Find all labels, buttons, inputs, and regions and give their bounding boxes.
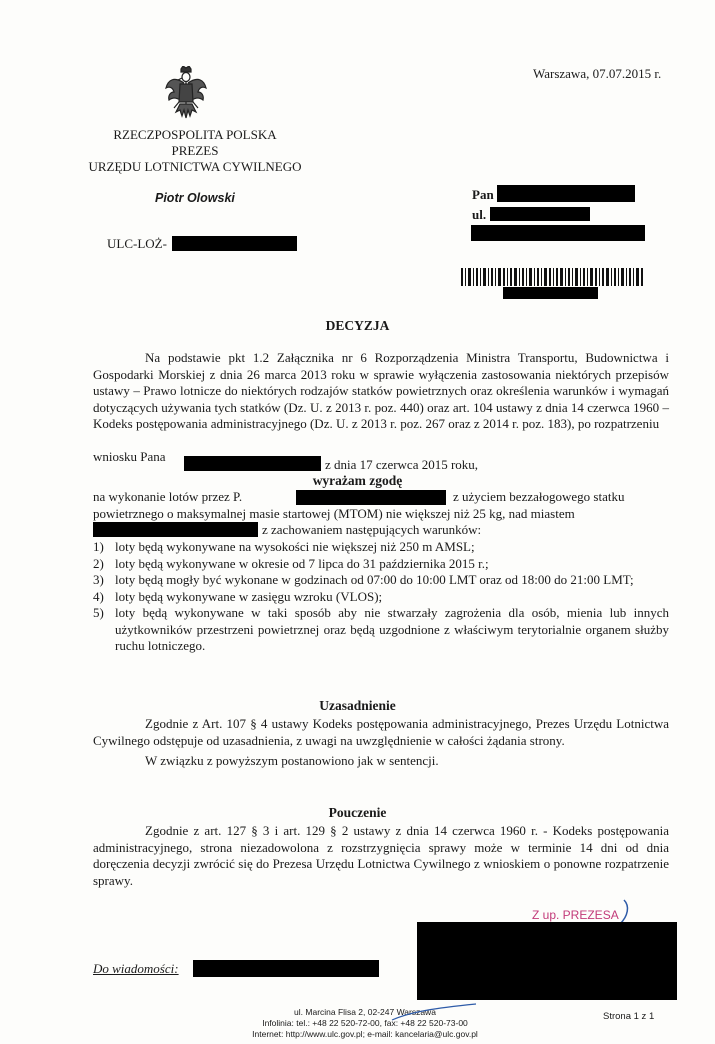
issuer-block [70, 127, 320, 175]
instruction-body [93, 823, 669, 889]
redacted-applicant-name [184, 456, 321, 471]
signer-name: Piotr Olowski [155, 191, 235, 205]
decision-title: DECYZJA [325, 318, 390, 333]
case-reference-prefix: ULC-LOŻ- [107, 236, 167, 251]
condition-text: loty będą wykonywane na wysokości nie większej niż 250 m AMSL; [115, 539, 475, 554]
condition-text: loty będą mogły być wykonane w godzinach od 07:00 do 10:00 LMT oraz od 18:00 do 21:00 LMT; [115, 572, 634, 587]
instruction-title: Pouczenie [328, 805, 387, 820]
condition-item [93, 589, 669, 606]
condition-item [93, 605, 669, 655]
issuer-line-title: PREZES [171, 143, 219, 158]
page-number: Strona 1 z 1 [603, 1011, 655, 1022]
flight-line-2: powietrznego o maksymalnej masie startowej (MTOM) nie większej niż 25 kg, nad miastem [93, 506, 575, 521]
justification-title: Uzasadnienie [319, 698, 396, 713]
flight-line-3: z zachowaniem następujących warunków: [262, 522, 482, 537]
redacted-operator-name [296, 490, 446, 505]
flight-line-prefix: na wykonanie lotów przez P. [93, 489, 243, 504]
issuer-line-country: RZECZPOSPOLITA POLSKA [113, 127, 277, 142]
footer-contact [180, 1007, 550, 1040]
decision-intro-text: Na podstawie pkt 1.2 Załącznika nr 6 Rozporządzenia Ministra Transportu, Budownictwa i Gospodarki Morskiej z dnia 26 marca 2013 roku w sprawie wyłączenia zastosowania niektórych przepisów ustawy – Prawo lotnicze do niektórych rodzajów statków powietrznych oraz określenia warunków i wymagań dotyczących używania tych statków (Dz. U. z 2013 r. poz. 440) oraz art. 104 ustawy z dnia 14 czerwca 1960 – Kodeks postępowania administracyjnego (Dz. U. z 2013 r. poz. 267 oraz z 2014 r. poz. 183), po rozpatrzeniu [93, 350, 669, 431]
condition-item [93, 539, 669, 556]
intro-tail-prefix: wniosku Pana [93, 449, 166, 464]
redacted-distribution [193, 960, 379, 977]
intro-tail-suffix: z dnia 17 czerwca 2015 roku, [325, 457, 479, 472]
document-date: Warszawa, 07.07.2015 r. [533, 66, 662, 81]
condition-item [93, 572, 669, 589]
condition-number: 1) [93, 539, 104, 554]
justification-body [93, 716, 669, 770]
justification-para-1: Zgodnie z Art. 107 § 4 ustawy Kodeks postępowania administracyjnego, Prezes Urzędu Lotnictwa Cywilnego odstępuje od uzasadnienia, z uwagi na uwzględnienie w całości żądania strony. [93, 716, 669, 748]
redacted-barcode-number [503, 287, 598, 299]
instruction-para: Zgodnie z art. 127 § 3 i art. 129 § 2 ustawy z dnia 14 czerwca 1960 r. - Kodeks postępowania administracyjnego, strona niezadowolona z rozstrzygnięcia sprawy może w terminie 14 dni od dnia doręczenia decyzji zwrócić się do Prezesa Urzędu Lotnictwa Cywilnego z wnioskiem o ponowne rozpatrzenie sprawy. [93, 823, 669, 888]
recipient-salutation: Pan [472, 187, 494, 202]
footer-phone: Infolinia: tel.: +48 22 520-72-00, fax: +48 22 520-73-00 [262, 1018, 468, 1028]
footer-address: ul. Marcina Flisa 2, 02-247 Warszawa [294, 1007, 436, 1017]
signature-stamp-label: Z up. PREZESA [532, 908, 619, 922]
condition-number: 2) [93, 555, 104, 571]
redacted-case-number [172, 236, 297, 251]
redacted-signature [417, 922, 677, 1000]
case-reference [107, 236, 167, 252]
redacted-recipient-name [497, 185, 635, 202]
issuer-line-office: URZĘDU LOTNICTWA CYWILNEGO [88, 159, 302, 174]
redacted-recipient-city [471, 225, 645, 241]
consent-heading: wyrażam zgodę [312, 473, 403, 488]
flight-line-suffix: z użyciem bezzałogowego statku [453, 489, 625, 504]
footer-web: Internet: http://www.ulc.gov.pl; e-mail: kancelaria@ulc.gov.pl [252, 1029, 478, 1039]
condition-number: 3) [93, 572, 104, 587]
condition-text: loty będą wykonywane w okresie od 7 lipca do 31 października 2015 r.; [115, 555, 489, 571]
redacted-recipient-street [490, 207, 590, 221]
redacted-city-name [93, 522, 258, 537]
ink-stroke-icon [390, 1002, 480, 1024]
decision-intro [93, 350, 669, 433]
condition-text: loty będą wykonywane w zasięgu wzroku (VLOS); [115, 588, 383, 604]
recipient-street: ul. [472, 207, 487, 222]
polish-eagle-emblem-icon [164, 66, 208, 122]
distribution-label: Do wiadomości: [93, 961, 179, 976]
condition-text: loty będą wykonywane w taki sposób aby nie stwarzały zagrożenia dla osób, mienia lub innych użytkowników przestrzeni powietrznej oraz będą uzgodnione z właściwym terytorialnie organem służby ruchu lotniczego. [115, 605, 669, 653]
justification-para-2: W związku z powyższym postanowiono jak w sentencji. [145, 753, 439, 768]
condition-number: 4) [93, 588, 104, 604]
condition-item [93, 556, 669, 573]
condition-number: 5) [93, 605, 104, 620]
conditions-list [93, 539, 669, 655]
